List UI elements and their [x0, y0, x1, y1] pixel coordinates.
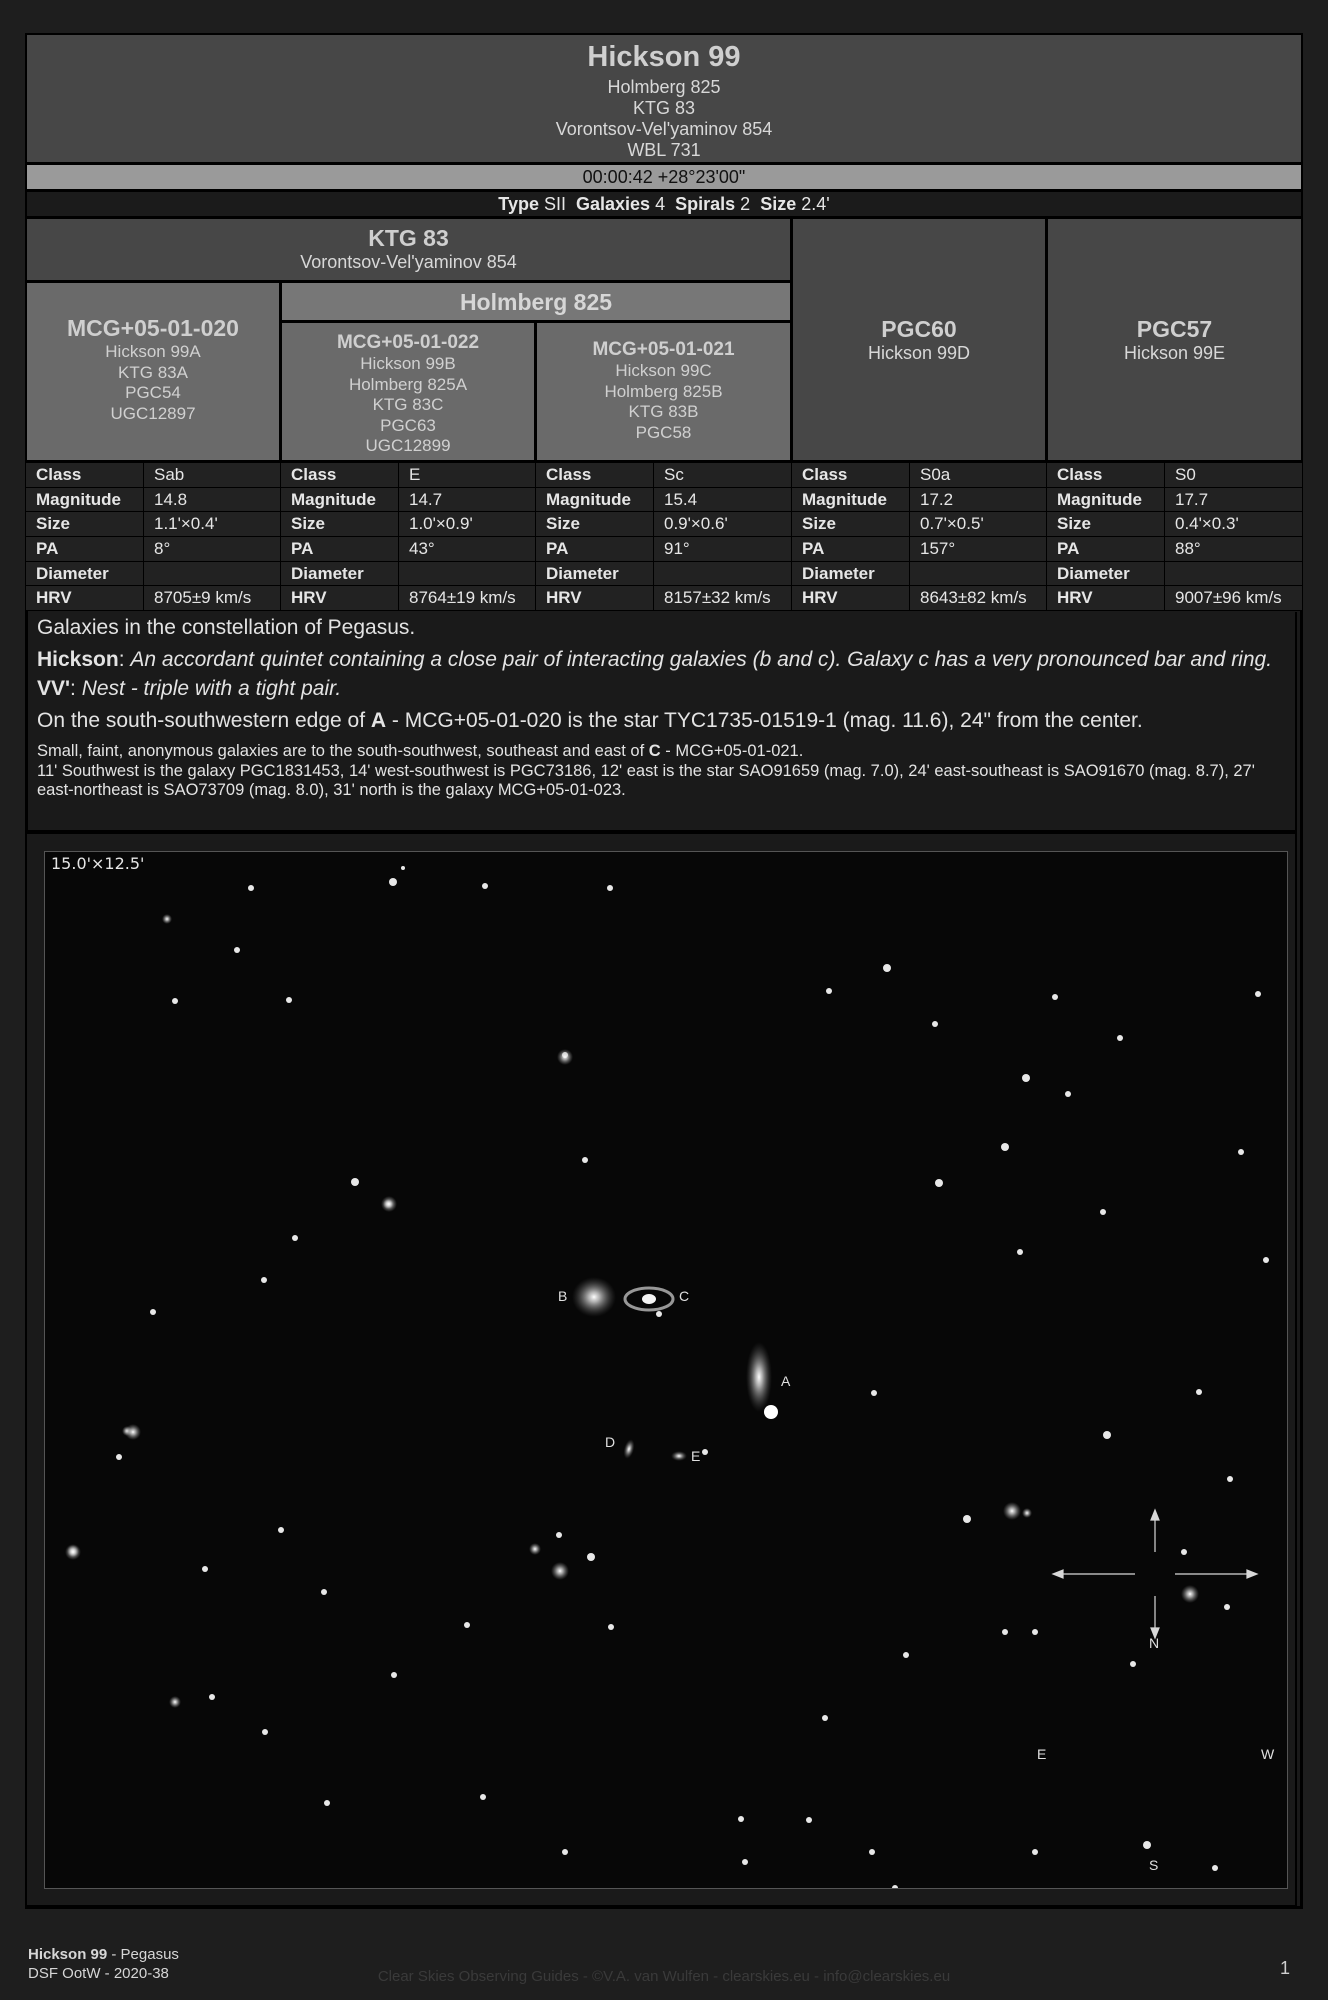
diameter-label: Diameter: [1047, 561, 1165, 586]
props-table-d: [791, 462, 1047, 611]
alias-2: KTG 83: [632, 98, 696, 118]
hrv-value: 9007±96 km/s: [1165, 586, 1303, 611]
pa-label: PA: [1047, 537, 1165, 562]
galaxy-e-alias: Hickson 99E: [1123, 343, 1226, 363]
background-star: [262, 1729, 268, 1735]
background-star: [587, 1553, 595, 1561]
edge-bold: A: [370, 709, 387, 732]
galaxy-card-d: [791, 217, 1047, 462]
label-c: C: [679, 1288, 690, 1304]
background-star: [202, 1566, 208, 1572]
galaxy-b-alias: PGC63: [380, 415, 436, 435]
background-star: [1100, 1209, 1106, 1215]
background-star: [172, 998, 178, 1004]
hrv-label: HRV: [536, 586, 654, 611]
magnitude-label: Magnitude: [26, 487, 144, 512]
ktg-group-alias: Vorontsov-Vel'yaminov 854: [300, 252, 517, 272]
galaxy-c-alias: KTG 83B: [628, 402, 699, 421]
compass-e: E: [1037, 1746, 1047, 1762]
background-star: [1117, 1035, 1123, 1041]
background-star: [482, 883, 488, 889]
class-value: E: [399, 463, 536, 488]
background-star: [401, 866, 405, 870]
pa-value: 43°: [399, 537, 536, 562]
bright-star: [169, 1696, 181, 1708]
background-star: [826, 988, 832, 994]
background-star: [738, 1816, 744, 1822]
header-block: [25, 33, 1303, 164]
class-value: Sc: [654, 463, 792, 488]
photo-frame: [25, 832, 1297, 1907]
background-star: [1032, 1629, 1038, 1635]
background-star: [464, 1622, 470, 1628]
small-galaxies-note: [37, 742, 1285, 762]
hrv-value: 8157±32 km/s: [654, 586, 792, 611]
background-star: [1224, 1604, 1230, 1610]
label-a: A: [781, 1373, 791, 1389]
spirals-value: 2: [740, 194, 751, 214]
field-of-view-label: 15.0'×12.5': [51, 854, 145, 873]
footer-series: DSF OotW - 2020-38: [28, 1965, 169, 1982]
description-block: [25, 612, 1297, 832]
size-label: Size: [1047, 512, 1165, 537]
galaxy-a-alias: PGC54: [125, 383, 181, 402]
background-star: [935, 1179, 943, 1187]
background-star: [1065, 1091, 1071, 1097]
diameter-label: Diameter: [26, 561, 144, 586]
galaxy-a-name: MCG+05-01-020: [67, 315, 239, 341]
constellation-line: Galaxies in the constellation of Pegasus.: [37, 616, 416, 639]
background-star: [292, 1235, 298, 1241]
background-star: [1052, 994, 1058, 1000]
class-label: Class: [792, 463, 910, 488]
size-label: Size: [760, 194, 797, 214]
galaxy-c-name: MCG+05-01-021: [592, 339, 735, 360]
edge-post: - MCG+05-01-020 is the star TYC1735-01519-1 (mag. 11.6), 24" from the center.: [386, 709, 1143, 732]
diameter-value: [654, 561, 792, 586]
hrv-value: 8705±9 km/s: [144, 586, 281, 611]
ktg-group-block: [25, 217, 792, 282]
background-star: [234, 947, 240, 953]
pa-value: 157°: [910, 537, 1047, 562]
ktg-group-name: KTG 83: [368, 225, 449, 251]
pa-value: 88°: [1165, 537, 1303, 562]
spirals-label: Spirals: [675, 194, 736, 214]
vv-text: Nest - triple with a tight pair.: [81, 677, 342, 700]
galaxy-c-alias: PGC58: [635, 422, 692, 442]
hrv-value: 8643±82 km/s: [910, 586, 1047, 611]
bright-star: [125, 1424, 141, 1440]
background-star: [1017, 1249, 1023, 1255]
hickson-note: Hickson: An accordant quintet containing a close pair of interacting galaxies (b and c). Galaxy c has a very pronounced bar and ring.: [37, 648, 1273, 671]
background-star: [963, 1515, 971, 1523]
galaxy-e-image: [671, 1451, 687, 1461]
galaxy-card-a: [25, 281, 281, 462]
background-star: [209, 1694, 215, 1700]
size-value: 1.1'×0.4': [144, 512, 281, 537]
compass-w: W: [1261, 1746, 1275, 1762]
galaxies-value: 4: [655, 194, 666, 214]
background-star: [582, 1157, 588, 1163]
background-star: [278, 1527, 284, 1533]
pa-value: 91°: [654, 537, 792, 562]
label-e: E: [691, 1448, 701, 1464]
small-bold: C: [648, 742, 661, 760]
background-star: [162, 914, 172, 924]
holmberg-group-block: [280, 281, 792, 322]
diameter-label: Diameter: [281, 561, 399, 586]
pa-label: PA: [792, 537, 910, 562]
background-star: [324, 1800, 330, 1806]
size-value: 1.0'×0.9': [399, 512, 536, 537]
background-star: [1022, 1508, 1032, 1518]
background-star: [1263, 1257, 1269, 1263]
background-star: [116, 1454, 122, 1460]
magnitude-value: 14.8: [144, 487, 281, 512]
galaxy-c-alias: Holmberg 825B: [604, 381, 723, 401]
galaxy-card-b: [280, 321, 536, 462]
galaxy-a-image: [746, 1342, 772, 1412]
footer-constellation: - Pegasus: [107, 1946, 179, 1963]
diameter-value: [1165, 561, 1303, 586]
background-star: [806, 1817, 812, 1823]
page-title: Hickson 99: [587, 41, 741, 73]
galaxy-a-alias: KTG 83A: [118, 362, 188, 382]
background-star: [932, 1021, 938, 1027]
hickson-text: An accordant quintet containing a close pair of interacting galaxies (b and c). Galaxy c has a very pronounced bar and ring.: [130, 648, 1273, 671]
galaxy-card-e: [1046, 217, 1303, 462]
bright-star: [1003, 1502, 1021, 1520]
background-star: [1032, 1849, 1038, 1855]
nearby-objects-note: 11' Southwest is the galaxy PGC1831453, 14' west-southwest is PGC73186, 12' east is the star SAO91659 (mag. 7.0), 24' east-southeast is SAO91670 (mag. 8.7), 27' east-northeast is SAO73709 (mag. 8.0), 31' north is the galaxy MCG+05-01-023.: [37, 761, 1255, 799]
props-table-e: [1046, 462, 1303, 611]
small-post: - MCG+05-01-021.: [660, 742, 804, 760]
pa-value: 8°: [144, 537, 281, 562]
magnitude-value: 14.7: [399, 487, 536, 512]
diameter-label: Diameter: [536, 561, 654, 586]
galaxy-c-core: [642, 1294, 656, 1304]
class-label: Class: [26, 463, 144, 488]
page-number: 1: [1279, 1958, 1290, 1978]
magnitude-label: Magnitude: [281, 487, 399, 512]
type-value: SII: [543, 194, 566, 214]
background-star: [261, 1277, 267, 1283]
alias-3: Vorontsov-Vel'yaminov 854: [555, 119, 773, 139]
bright-star: [65, 1544, 81, 1560]
edge-pre: On the south-southwestern edge of: [37, 709, 371, 732]
galaxy-c-alias: Hickson 99C: [615, 361, 712, 380]
galaxy-a-alias: Hickson 99A: [105, 342, 201, 361]
compass-arrows: [1053, 1510, 1257, 1638]
label-d: D: [605, 1434, 616, 1450]
background-star: [1022, 1074, 1030, 1082]
background-star: [1130, 1661, 1136, 1667]
background-star: [1181, 1549, 1187, 1555]
hrv-label: HRV: [26, 586, 144, 611]
vv-label: VV': [37, 677, 71, 700]
alias-4: WBL 731: [627, 140, 701, 160]
background-star: [1255, 991, 1261, 997]
class-value: S0: [1165, 463, 1303, 488]
background-star: [556, 1532, 562, 1538]
background-star: [903, 1652, 909, 1658]
bright-star: [1181, 1585, 1199, 1603]
galaxy-d-image: [622, 1438, 637, 1460]
galaxy-d-name: PGC60: [881, 316, 957, 342]
pa-label: PA: [536, 537, 654, 562]
class-value: Sab: [144, 463, 281, 488]
background-star: [1001, 1143, 1009, 1151]
hrv-label: HRV: [281, 586, 399, 611]
background-star: [656, 1311, 662, 1317]
galaxy-e-name: PGC57: [1136, 316, 1213, 342]
background-star: [608, 1624, 614, 1630]
galaxies-label: Galaxies: [576, 194, 651, 214]
background-star: [248, 885, 254, 891]
class-label: Class: [281, 463, 399, 488]
galaxy-b-alias: KTG 83C: [372, 395, 444, 414]
bright-star: [551, 1562, 569, 1580]
background-star: [702, 1449, 708, 1455]
small-pre: Small, faint, anonymous galaxies are to the south-southwest, southeast and east of: [37, 742, 649, 760]
galaxy-card-c: [535, 321, 792, 462]
magnitude-label: Magnitude: [792, 487, 910, 512]
coordinates-bar: [25, 163, 1303, 191]
alias-1: Holmberg 825: [607, 77, 721, 97]
star-tyc1735: [764, 1405, 778, 1419]
hickson-label: Hickson: [37, 648, 119, 671]
galaxy-d-alias: Hickson 99D: [867, 343, 971, 363]
background-star: [1238, 1149, 1244, 1155]
magnitude-label: Magnitude: [536, 487, 654, 512]
vv-note: VV': Nest - triple with a tight pair.: [37, 677, 342, 700]
star-field-svg: [45, 852, 1287, 1888]
pa-label: PA: [281, 537, 399, 562]
class-value: S0a: [910, 463, 1047, 488]
label-b: B: [558, 1288, 568, 1304]
bright-star: [381, 1196, 397, 1212]
holmberg-group-name: Holmberg 825: [459, 289, 613, 315]
background-star: [892, 1885, 898, 1888]
galaxy-a-alias: UGC12897: [110, 403, 196, 423]
background-star: [562, 1849, 568, 1855]
size-value: 0.4'×0.3': [1165, 512, 1303, 537]
props-table-b: [280, 462, 536, 611]
size-value: 0.9'×0.6': [654, 512, 792, 537]
class-label: Class: [1047, 463, 1165, 488]
magnitude-value: 15.4: [654, 487, 792, 512]
magnitude-label: Magnitude: [1047, 487, 1165, 512]
background-star: [286, 997, 292, 1003]
background-star: [883, 964, 891, 972]
background-star: [1227, 1476, 1233, 1482]
size-label: Size: [26, 512, 144, 537]
background-star: [822, 1715, 828, 1721]
summary-bar: [25, 190, 1303, 218]
size-label: Size: [536, 512, 654, 537]
galaxy-b-name: MCG+05-01-022: [336, 332, 480, 353]
class-label: Class: [536, 463, 654, 488]
size-label: Size: [792, 512, 910, 537]
coordinates: 00:00:42 +28°23'00": [582, 167, 746, 187]
magnitude-value: 17.7: [1165, 487, 1303, 512]
size-label: Size: [281, 512, 399, 537]
background-star: [529, 1543, 541, 1555]
galaxy-b-alias: UGC12899: [365, 436, 451, 455]
compass-n: N: [1149, 1635, 1160, 1651]
props-table-c: [535, 462, 792, 611]
background-star: [480, 1794, 486, 1800]
background-star: [742, 1859, 748, 1865]
type-label: Type: [498, 194, 539, 214]
edge-note: [37, 708, 1285, 734]
diameter-value: [910, 561, 1047, 586]
background-star: [871, 1390, 877, 1396]
hrv-label: HRV: [792, 586, 910, 611]
background-star: [1212, 1865, 1218, 1871]
hrv-value: 8764±19 km/s: [399, 586, 536, 611]
pa-label: PA: [26, 537, 144, 562]
background-star: [1143, 1841, 1151, 1849]
footer-object: Hickson 99: [28, 1946, 108, 1963]
background-star: [1196, 1389, 1202, 1395]
background-star: [1103, 1431, 1111, 1439]
diameter-value: [399, 561, 536, 586]
size-value: 2.4': [801, 194, 830, 214]
background-star: [321, 1589, 327, 1595]
background-star: [869, 1849, 875, 1855]
diameter-label: Diameter: [792, 561, 910, 586]
galaxy-b-image: [572, 1277, 616, 1317]
magnitude-value: 17.2: [910, 487, 1047, 512]
background-star: [1002, 1629, 1008, 1635]
star-field-photo: [44, 851, 1288, 1889]
galaxy-b-alias: Holmberg 825A: [348, 374, 468, 394]
galaxy-b-alias: Hickson 99B: [360, 354, 456, 373]
bright-star: [557, 1049, 573, 1065]
background-star: [389, 878, 397, 886]
background-star: [150, 1309, 156, 1315]
compass-s: S: [1149, 1857, 1159, 1873]
hrv-label: HRV: [1047, 586, 1165, 611]
background-star: [391, 1672, 397, 1678]
footer-credits: Clear Skies Observing Guides - ©V.A. van Wulfen - clearskies.eu - info@clearskies.eu: [377, 1968, 951, 1985]
diameter-value: [144, 561, 281, 586]
props-table-a: [25, 462, 281, 611]
background-star: [351, 1178, 359, 1186]
background-star: [607, 885, 613, 891]
size-value: 0.7'×0.5': [910, 512, 1047, 537]
